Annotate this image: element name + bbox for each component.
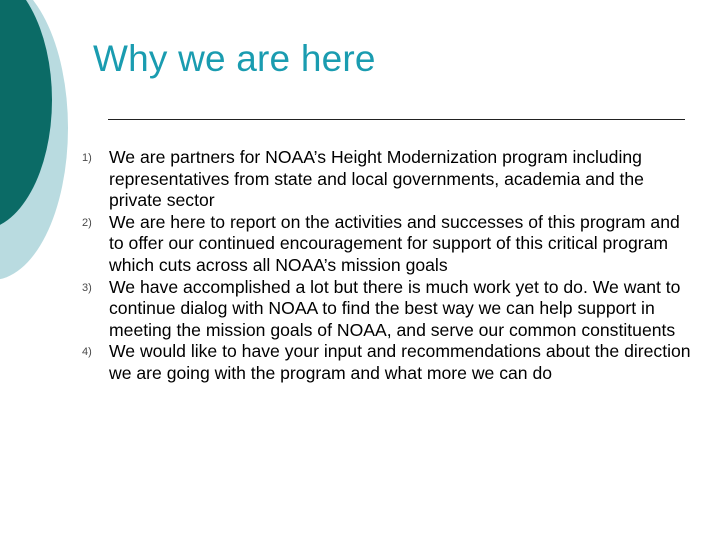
- slide-title: Why we are here: [93, 38, 376, 79]
- item-text: We would like to have your input and recommendations about the direction we are going with the program and what more we can do: [109, 341, 691, 383]
- title-divider: [108, 119, 685, 120]
- item-text: We are here to report on the activities and successes of this program and to offer our continued encouragement for support of this critical program which cuts across all NOAA’s mission goals: [109, 211, 680, 275]
- list-item: [82, 277, 692, 342]
- item-number: 4): [82, 346, 92, 359]
- list-item: [82, 147, 692, 212]
- item-number: 2): [82, 216, 92, 229]
- list-item: [82, 341, 692, 384]
- list-item: [82, 212, 692, 277]
- item-text: We have accomplished a lot but there is much work yet to do. We want to continue dialog with NOAA to find the best way we can help support in meeting the mission goals of NOAA, and serve our common constituents: [109, 276, 681, 340]
- item-number: 1): [82, 152, 92, 164]
- item-number: 3): [82, 281, 92, 294]
- item-text: We are partners for NOAA’s Height Modernization program including representatives from state and local governments, academia and the private sector: [109, 147, 644, 211]
- numbered-list: [82, 147, 692, 385]
